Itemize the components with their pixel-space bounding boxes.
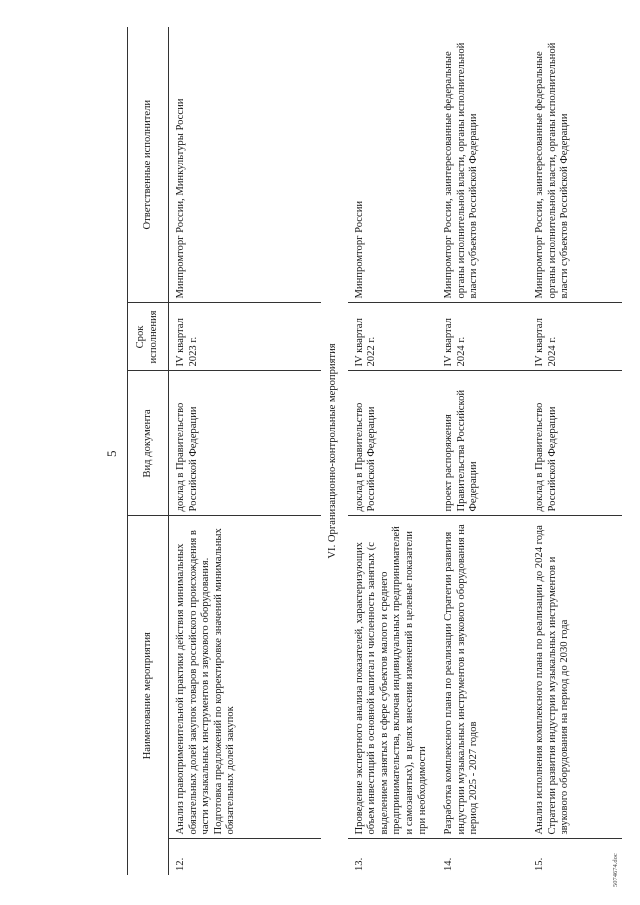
row-doc: доклад в Правительство Российской Федерации <box>348 371 438 516</box>
row-doc: доклад в Правительство Российской Федерации <box>169 371 322 516</box>
table-header-row <box>128 27 169 875</box>
header-name: Наименование мероприятия <box>128 516 169 875</box>
table-row <box>169 27 322 875</box>
section-title: VI. Организационно-контрольные мероприятия <box>327 343 338 559</box>
table-row <box>528 27 622 875</box>
section-row <box>321 27 348 875</box>
row-responsible: Минпромторг России, Минкультуры России <box>169 27 322 303</box>
table-row <box>437 27 528 875</box>
row-name: Анализ исполнения комплексного плана по реализации до 2024 года Стратегии развития индустрии музыкальных инструментов и звукового оборудования на период до 2030 года <box>528 516 622 839</box>
row-name: Разработка комплексного плана по реализации Стратегии развития индустрии музыкальных инструментов и звукового оборудования на период 2025 - 2027 годов <box>437 516 528 839</box>
row-doc: доклад в Правительство Российской Федерации <box>528 371 622 516</box>
row-responsible: Минпромторг России, заинтересованные федеральные органы исполнительной власти, органы исполнительной власти субъектов Российской Федерации <box>528 27 622 303</box>
header-doc: Вид документа <box>128 371 169 516</box>
row-doc: проект распоряжения Правительства Российской Федерации <box>437 371 528 516</box>
row-responsible: Минпромторг России <box>348 27 438 303</box>
page-number: 5 <box>104 450 119 457</box>
table-row <box>348 27 438 875</box>
row-responsible: Минпромторг России, заинтересованные федеральные органы исполнительной власти, органы исполнительной власти субъектов Российской Федерации <box>437 27 528 303</box>
row-deadline: IV квартал 2022 г. <box>348 303 438 371</box>
row-deadline: IV квартал 2024 г. <box>528 303 622 371</box>
header-responsible: Ответственные исполнители <box>128 27 169 303</box>
action-plan-table <box>127 27 622 875</box>
document-id: 5074674.doc <box>612 853 619 887</box>
row-deadline: IV квартал 2024 г. <box>437 303 528 371</box>
row-number: 13. <box>353 857 365 871</box>
row-number: 15. <box>534 857 546 871</box>
row-number: 14. <box>443 857 455 871</box>
row-number: 12. <box>175 857 186 871</box>
header-deadline: Срок исполнения <box>128 303 169 371</box>
row-name: Проведение экспертного анализа показателей, характеризующих объем инвестиций в основной капитал и численность занятых (с выделением занятых в сфере субъектов малого и среднего предпринимательства, включая индивидуальных предпринимателей и самозанятых), в целях внесения изменений в целевые показатели при необходимости <box>348 516 438 839</box>
row-name: Анализ правоприменительной практики действия минимальных обязательных долей закупок товаров российского происхождения в части музыкальных инструментов и звукового оборудования. Подготовка предложений по корректировке значений минимальных обязательных долей закупок <box>169 516 322 839</box>
row-deadline: IV квартал 2023 г. <box>169 303 322 371</box>
